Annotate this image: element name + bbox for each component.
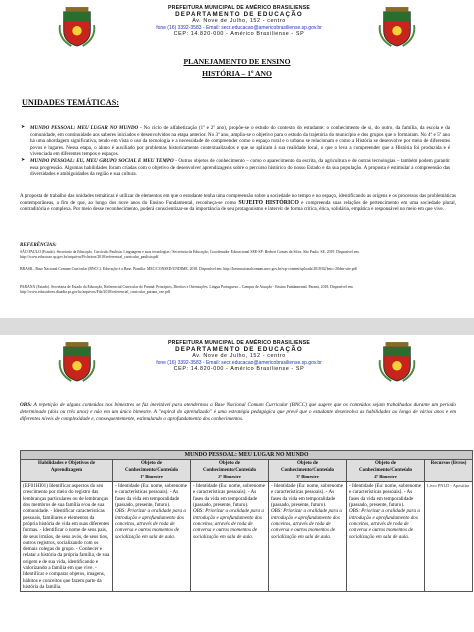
letterhead-text xyxy=(150,340,328,373)
table-header-row xyxy=(21,460,473,482)
plan-title: PLANEJAMENTO DE ENSINO xyxy=(183,57,291,66)
header-label: Habilidades e Objetivos de Aprendizagem xyxy=(37,461,96,473)
postal-line: CEP: 14.820-000 - Américo Brasiliense - SP xyxy=(173,31,305,38)
proposal-paragraph xyxy=(20,193,456,213)
letterhead xyxy=(0,0,474,60)
curriculum-table xyxy=(20,450,473,592)
header-label: Objeto de Conhecimento/Conteúdo xyxy=(202,461,257,473)
skills-cell: (EF01HI01) Identificar aspectos do seu crescimento por meio do registro das lembranças particulares ou de lembranças dos membros de sua família e/ou de sua comunidade. - Identificar características pessoais, familiares e elementos da própria história de vida em suas diferentes formas. - Identificar o nome de seus pais, de seus irmãos, de seus avós, de seus tios, outros registros, socializando com os demais colegas do grupo. - Conhecer e relatar a história da própria família, de sua origem e de sua vida, identificando e valorizando a família em que vive. - Identificar e comparar objetos, imagens, hábitos e conceitos que fazem parte da história da família. xyxy=(21,482,113,592)
table-row xyxy=(21,482,473,592)
column-header xyxy=(347,460,425,482)
cell-text: - Identidade (Eu: nome, sobrenome e características pessoais). - As fases da vida em temporalidade (passado, presente, futuro). xyxy=(193,483,265,509)
contact-line: fone (16) 3392-3583 - Email: secr.educacao@americobrasiliense.sp.gov.br xyxy=(156,24,322,31)
bullet-text: - No ciclo de alfabetização (1º e 2º ano), propõe-se o estudo do contexto do estudante: o conhecimento de si, do outro, da família, da escola e da comunidade, em continuidade aos saberes iniciados e desenvolvidos na etapa anterior. No 3º ano, amplia-se o objetivo para o estudo da trajetória do município e dos grupos que o formaram. No 4º e 5º ano há uma abordagem significativa, tendo em vista o uso da tecnologia e a necessidade de compreender como o espaço rural e o urbano se relacionam e como a História se desenvolve por meio de diferentes povos e lugares. Nessa etapa, o aluno é auxiliado por problemas historicamente contextualizados e que se aplicam à sua realidade local, o que o leva a compreender que a História foi produzida e é vivenciada em diferentes tempos e espaços. xyxy=(30,125,450,158)
municipal-coat-of-arms-icon xyxy=(58,6,96,48)
column-header xyxy=(21,460,113,482)
column-header xyxy=(191,460,269,482)
header-label: Objeto de Conhecimento/Conteúdo xyxy=(280,461,335,473)
bullet-item xyxy=(21,158,450,178)
paragraph-text: A proposta de trabalho das unidades temáticas é utilizar de elementos em que o estudante tenha uma compreensão sobre a sociedade no tempo e no espaço, identificando as origens e os processos das problemáticas contemporâneas, a fim de que, ao longo dos nove anos do Ensino Fundamental, reconheça-se como xyxy=(20,193,456,206)
contact-line: fone (16) 3392-3583 - Email: secr.educacao@americobrasiliense.sp.gov.br xyxy=(156,359,322,366)
bullet-marker-icon: ➤ xyxy=(21,158,26,163)
cell-note: OBS: Priorizar a oralidade para a introdução e aprofundamento dos conceitos, através de roda de conversa e outros momentos de socialização em sala de aula. xyxy=(115,508,186,540)
observation-label: OBS: xyxy=(20,402,32,408)
cell-note: OBS: Priorizar a oralidade para a introdução e aprofundamento dos conceitos, através de roda de conversa e outros momentos de socialização em sala de aula. xyxy=(349,508,420,540)
cell-text: - Identidade (Eu: nome, sobrenome e características pessoais). - As fases da vida em temporalidade (passado, presente, futuro). xyxy=(271,483,343,509)
header-sublabel: 3º Bimestre xyxy=(296,473,319,479)
cell-note: OBS: Priorizar a oralidade para a introdução e aprofundamento dos conceitos, através de roda de conversa e outros momentos de socialização em sala de aula. xyxy=(271,508,342,540)
municipality-name: PREFEITURA MUNICIPAL DE AMÉRICO BRASILIENSE xyxy=(167,5,311,11)
resources-cell: Livro PNLD - Apostilas xyxy=(425,482,473,592)
reference-entry: PARANÁ (Estado). Secretaria de Estado da Educação. Referencial Curricular do Paraná: Princípios, Direitos e Orientações. Língua Portuguesa – Campos de Atuação - Ensino Fundamental. Paraná, 2018. Disponível em: http://www.educadores.diaadia.pr.gov.br/arquivos/File/2018/referencial_curricular_parana_cee.pdf xyxy=(20,285,354,294)
content-cell xyxy=(269,482,347,592)
header-sublabel: 4º Bimestre xyxy=(374,473,397,479)
address: Av. Nove de Julho, 152 - centro xyxy=(192,353,286,360)
cell-text: - Identidade (Eu: nome, sobrenome e características pessoais). - As fases da vida em temporalidade (passado, presente, futuro). xyxy=(349,483,421,509)
letterhead xyxy=(0,335,474,395)
paragraph-text: e compreenda suas relações de pertencimento em uma sociedade plural, contraditória e complexa. Por meio desse reconhecimento, poderá conscientizar-se da importância de seu protagonismo e intervir de forma crítica, ética, solidária, empática e responsável no meio em que vive. xyxy=(20,199,456,213)
column-header xyxy=(425,460,473,482)
document-page-2 xyxy=(0,335,474,632)
subject-grade-title: HISTÓRIA – 1º ANO xyxy=(202,69,272,78)
postal-line: CEP: 14.820-000 - Américo Brasiliense - SP xyxy=(173,366,305,373)
municipality-name: PREFEITURA MUNICIPAL DE AMÉRICO BRASILIENSE xyxy=(167,340,311,346)
bullet-label: MUNDO PESSOAL: MEU LUGAR NO MUNDO xyxy=(30,125,139,131)
municipal-coat-of-arms-icon xyxy=(58,341,96,383)
table-section-title: MUNDO PESSOAL: MEU LUGAR NO MUNDO xyxy=(21,451,473,460)
references-heading: REFERÊNCIAS: xyxy=(20,243,57,248)
department-name: DEPARTAMENTO DE EDUCAÇÃO xyxy=(175,345,303,353)
bullet-marker-icon: ➤ xyxy=(21,125,26,130)
letterhead-text xyxy=(150,5,328,38)
column-header xyxy=(269,460,347,482)
header-label: Objeto de Conhecimento/Conteúdo xyxy=(124,461,179,473)
observation-text: A repetição de alguns conteúdos nos bimestres se faz inevitável para atendermos a Base Nacional Comum Curricular (BNCC) que sugere que os conteúdos sejam trabalhados durante um período determinado (dois ou três anos) e não em um único bimestre. A "espiral do aprendizado" é uma estratégia pedagógica que prevê que o estudante desenvolva as habilidades ao longo de vários anos e em diferentes níveis de complexidade e, consequentemente, estimulando o aprofundamento dos conhecimentos. xyxy=(20,402,456,422)
header-sublabel: 2º Bimestre xyxy=(218,473,241,479)
education-emblem-icon xyxy=(378,341,416,383)
bullet-label: MUNDO PESSOAL: EU, MEU GRUPO SOCIAL E MEU TEMPO xyxy=(30,158,174,164)
section-heading: UNIDADES TEMÁTICAS: xyxy=(22,98,119,107)
reference-entry: BRASIL. Base Nacional Comum Curricular (BNCC). Educação é a Base. Brasília: MEC/CONSED/UNDIME, 2018. Disponível em: http://basenacionalcomum.mec.gov.br/wp-content/uploads/2018/02/bncc-20dez-site.pdf xyxy=(20,267,357,271)
education-emblem-icon xyxy=(378,6,416,48)
header-sublabel: 1º Bimestre xyxy=(140,473,163,479)
content-cell xyxy=(191,482,269,592)
observation-note xyxy=(20,402,456,422)
department-name: DEPARTAMENTO DE EDUCAÇÃO xyxy=(175,10,303,18)
address: Av. Nove de Julho, 152 - centro xyxy=(192,18,286,25)
cell-note: OBS: Priorizar a oralidade para a introdução e aprofundamento dos conceitos, através de roda de conversa e outros momentos de socialização em sala de aula. xyxy=(193,508,264,540)
header-label: Recursos (livros) xyxy=(430,461,467,467)
cell-text: - Identidade (Eu: nome, sobrenome e características pessoais). - As fases da vida em temporalidade (passado, presente, futuro). xyxy=(115,483,187,509)
bullet-text: - Outros objetos de conhecimento – como o aparecimento da escrita, da agricultura e de outras tecnologias – também podem garantir essa progressão. Algumas habilidades foram criadas com o objetivo de desenvolver aprendizagens sobre o percurso histórico do nosso Estado e da sua população. A proposta é estimular a compreensão das diversidades e ambiguidades da região e sua cultura. xyxy=(30,158,450,178)
content-cell xyxy=(347,482,425,592)
reference-entry: SÃO PAULO (Estado). Secretaria da Educação. Currículo Paulista: Linguagens e suas tecnologias / Secretaria da Educação; Coordenador Educacional SEE-SP: Herbert Gomes da Silva. São Paulo: SE, 2019. Disponível em: http://www.educacao.sp.gov.br/arquivos/Ficheiros/2018/referencial_curricular_paulista.pdf xyxy=(20,250,360,259)
content-cell xyxy=(113,482,191,592)
column-header xyxy=(113,460,191,482)
bullet-item xyxy=(21,125,450,158)
header-label: Objeto de Conhecimento/Conteúdo xyxy=(358,461,413,473)
emphasis-text: SUJEITO HISTÓRICO xyxy=(238,199,299,206)
